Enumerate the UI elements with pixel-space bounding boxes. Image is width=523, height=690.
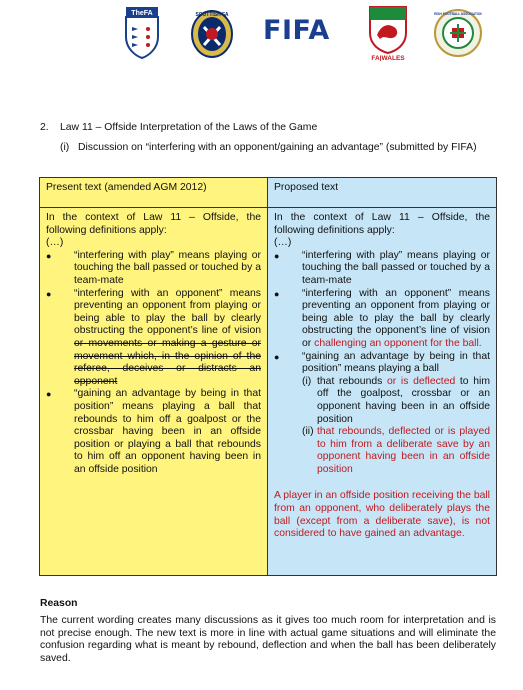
logo-header xyxy=(0,5,523,61)
list-item xyxy=(46,250,261,288)
bullet-icon: ● xyxy=(274,351,280,362)
subitem-marker: (ii) xyxy=(302,426,314,438)
irish-fa-logo xyxy=(434,8,482,61)
present-text-cell xyxy=(40,208,268,576)
reason-text: The current wording creates many discussions as it gives too much room for interpretation and is not precise enough. The new text is more in line with actual game situations and will eliminate the confusion regarding what is meant by rebound, deflection and when the ball has been deliberately saved. xyxy=(40,615,496,664)
proposed-text-cell xyxy=(268,208,497,576)
subsection-number: (i) xyxy=(60,142,70,153)
present-definitions xyxy=(46,250,261,477)
present-text-header: Present text (amended AGM 2012) xyxy=(40,178,268,208)
proposed-added-paragraph: A player in an offside position receiving the ball from an opponent, who deliberately plays the ball (except from a deliberate save), is not considered to have gained an advantage. xyxy=(274,490,490,540)
present-def-interfering-opponent: “interfering with an opponent” means preventing an opponent from playing or being able to play the ball by clearly obstructing the opponent’s line of vision xyxy=(74,287,261,337)
proposed-subitem-ii xyxy=(302,426,490,476)
sfa-caption: SCOTTISH FA xyxy=(195,12,229,18)
fifa-logo: FIFA xyxy=(263,15,330,46)
present-ellipsis: (…) xyxy=(46,237,64,249)
sub1-text-a: that rebounds xyxy=(317,375,387,387)
proposed-definitions xyxy=(274,250,490,477)
proposed-text-header: Proposed text xyxy=(268,178,497,208)
bullet-icon: ● xyxy=(46,250,52,261)
comparison-table xyxy=(39,177,497,576)
faw-caption: FA|WALES xyxy=(371,55,405,61)
list-item xyxy=(274,250,490,288)
list-item xyxy=(46,388,261,476)
present-def-gaining-advantage: “gaining an advantage by being in that position” means playing a ball that rebounds to him off a goalpost or the crossbar having been in an offside position or playing a ball that rebounds to him off an opponent having been in an offside position xyxy=(74,388,261,475)
subitem-marker: (i) xyxy=(302,375,312,387)
list-item xyxy=(274,351,490,477)
proposed-def-interfering-play: “interfering with play” means playing or touching the ball passed or touched by a team-mate xyxy=(302,249,490,286)
proposed-ellipsis: (…) xyxy=(274,237,292,249)
fa-caption: TheFA xyxy=(131,10,153,17)
ifa-caption: IRISH FOOTBALL ASSOCIATION xyxy=(434,12,482,16)
subsection xyxy=(60,139,496,156)
section-title: Law 11 – Offside Interpretation of the Laws of the Game xyxy=(60,122,318,133)
scottish-fa-logo xyxy=(190,7,234,62)
list-item xyxy=(46,288,261,389)
subitem-text xyxy=(317,376,490,426)
bullet-icon: ● xyxy=(274,250,280,261)
sub1-text-b: to him off the goalpost, crossbar or an opponent having been in an offside position xyxy=(317,375,490,425)
fa-wales-logo xyxy=(366,5,410,64)
bullet-icon: ● xyxy=(46,288,52,299)
proposed-intro: In the context of Law 11 – Offside, the following definitions apply: xyxy=(274,212,490,236)
proposed-def-interfering-opponent: “interfering with an opponent” means preventing an opponent from playing or being able to play the ball by clearly obstructing the opponent’s line of vision or xyxy=(302,287,490,349)
section-heading xyxy=(40,122,317,133)
bullet-icon: ● xyxy=(46,389,52,400)
subsection-text: Discussion on “interfering with an opponent/gaining an advantage” (submitted by FIFA) xyxy=(78,142,477,153)
sub1-added-text: or is deflected xyxy=(387,375,456,387)
present-deleted-text: or movements or making a gesture or movement which, in the opinion of the referee, deceives or distracts an opponent xyxy=(74,337,261,387)
the-fa-logo xyxy=(124,7,160,62)
bullet-icon: ● xyxy=(274,288,280,299)
present-intro: In the context of Law 11 – Offside, the following definitions apply: xyxy=(46,212,261,236)
section-number: 2. xyxy=(40,122,49,133)
present-def-interfering-play: “interfering with play” means playing or touching the ball passed or touched by a team-mate xyxy=(74,249,261,286)
reason-heading: Reason xyxy=(40,598,78,609)
list-item xyxy=(274,288,490,351)
proposed-def-gaining-advantage: “gaining an advantage by being in that position” means playing a ball xyxy=(302,350,490,375)
proposed-added-text: challenging an opponent for the ball. xyxy=(314,337,482,349)
proposed-subitem-i xyxy=(302,376,490,426)
sub2-added-text: that rebounds, deflected or is played to him from a deliberate save by an opponent having been in an offside position xyxy=(317,426,490,475)
